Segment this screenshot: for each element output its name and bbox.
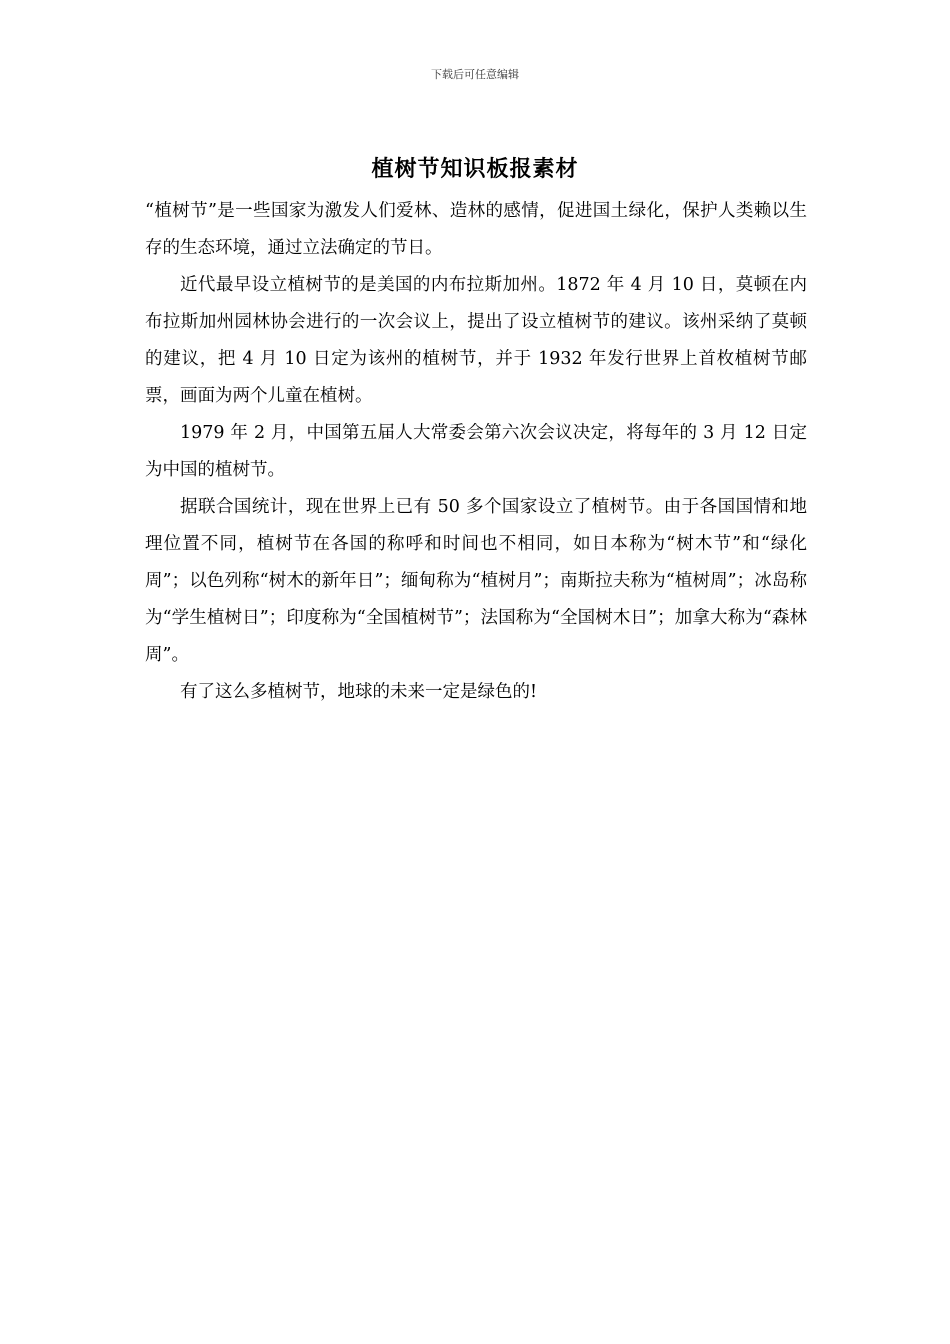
header-note: 下载后可任意编辑	[431, 68, 519, 81]
document-title: 植树节知识板报素材	[371, 157, 579, 182]
paragraph-intro: “植树节”是一些国家为激发人们爱林、造林的感情，促进国土绿化，保护人类赖以生存的生态环境，通过立法确定的节日。	[145, 201, 807, 258]
paragraph-china: 1979 年 2 月，中国第五届人大常委会第六次会议决定，将每年的 3 月 12 日定为中国的植树节。	[145, 423, 807, 480]
document-body	[145, 193, 807, 711]
paragraph-closing: 有了这么多植树节，地球的未来一定是绿色的!	[180, 682, 538, 702]
paragraph-nebraska: 近代最早设立植树节的是美国的内布拉斯加州。1872 年 4 月 10 日，莫顿在内布拉斯加州园林协会进行的一次会议上，提出了设立植树节的建议。该州采纳了莫顿的建议，把 4 月 10 日定为该州的植树节，并于 1932 年发行世界上首枚植树节邮票，画面为两个儿童在植树。	[145, 275, 807, 406]
paragraph-world: 据联合国统计，现在世界上已有 50 多个国家设立了植树节。由于各国国情和地理位置不同，植树节在各国的称呼和时间也不相同，如日本称为“树木节”和“绿化周”；以色列称“树木的新年日”；缅甸称为“植树月”；南斯拉夫称为“植树周”；冰岛称为“学生植树日”；印度称为“全国植树节”；法国称为“全国树木日”；加拿大称为“森林周”。	[145, 497, 807, 665]
